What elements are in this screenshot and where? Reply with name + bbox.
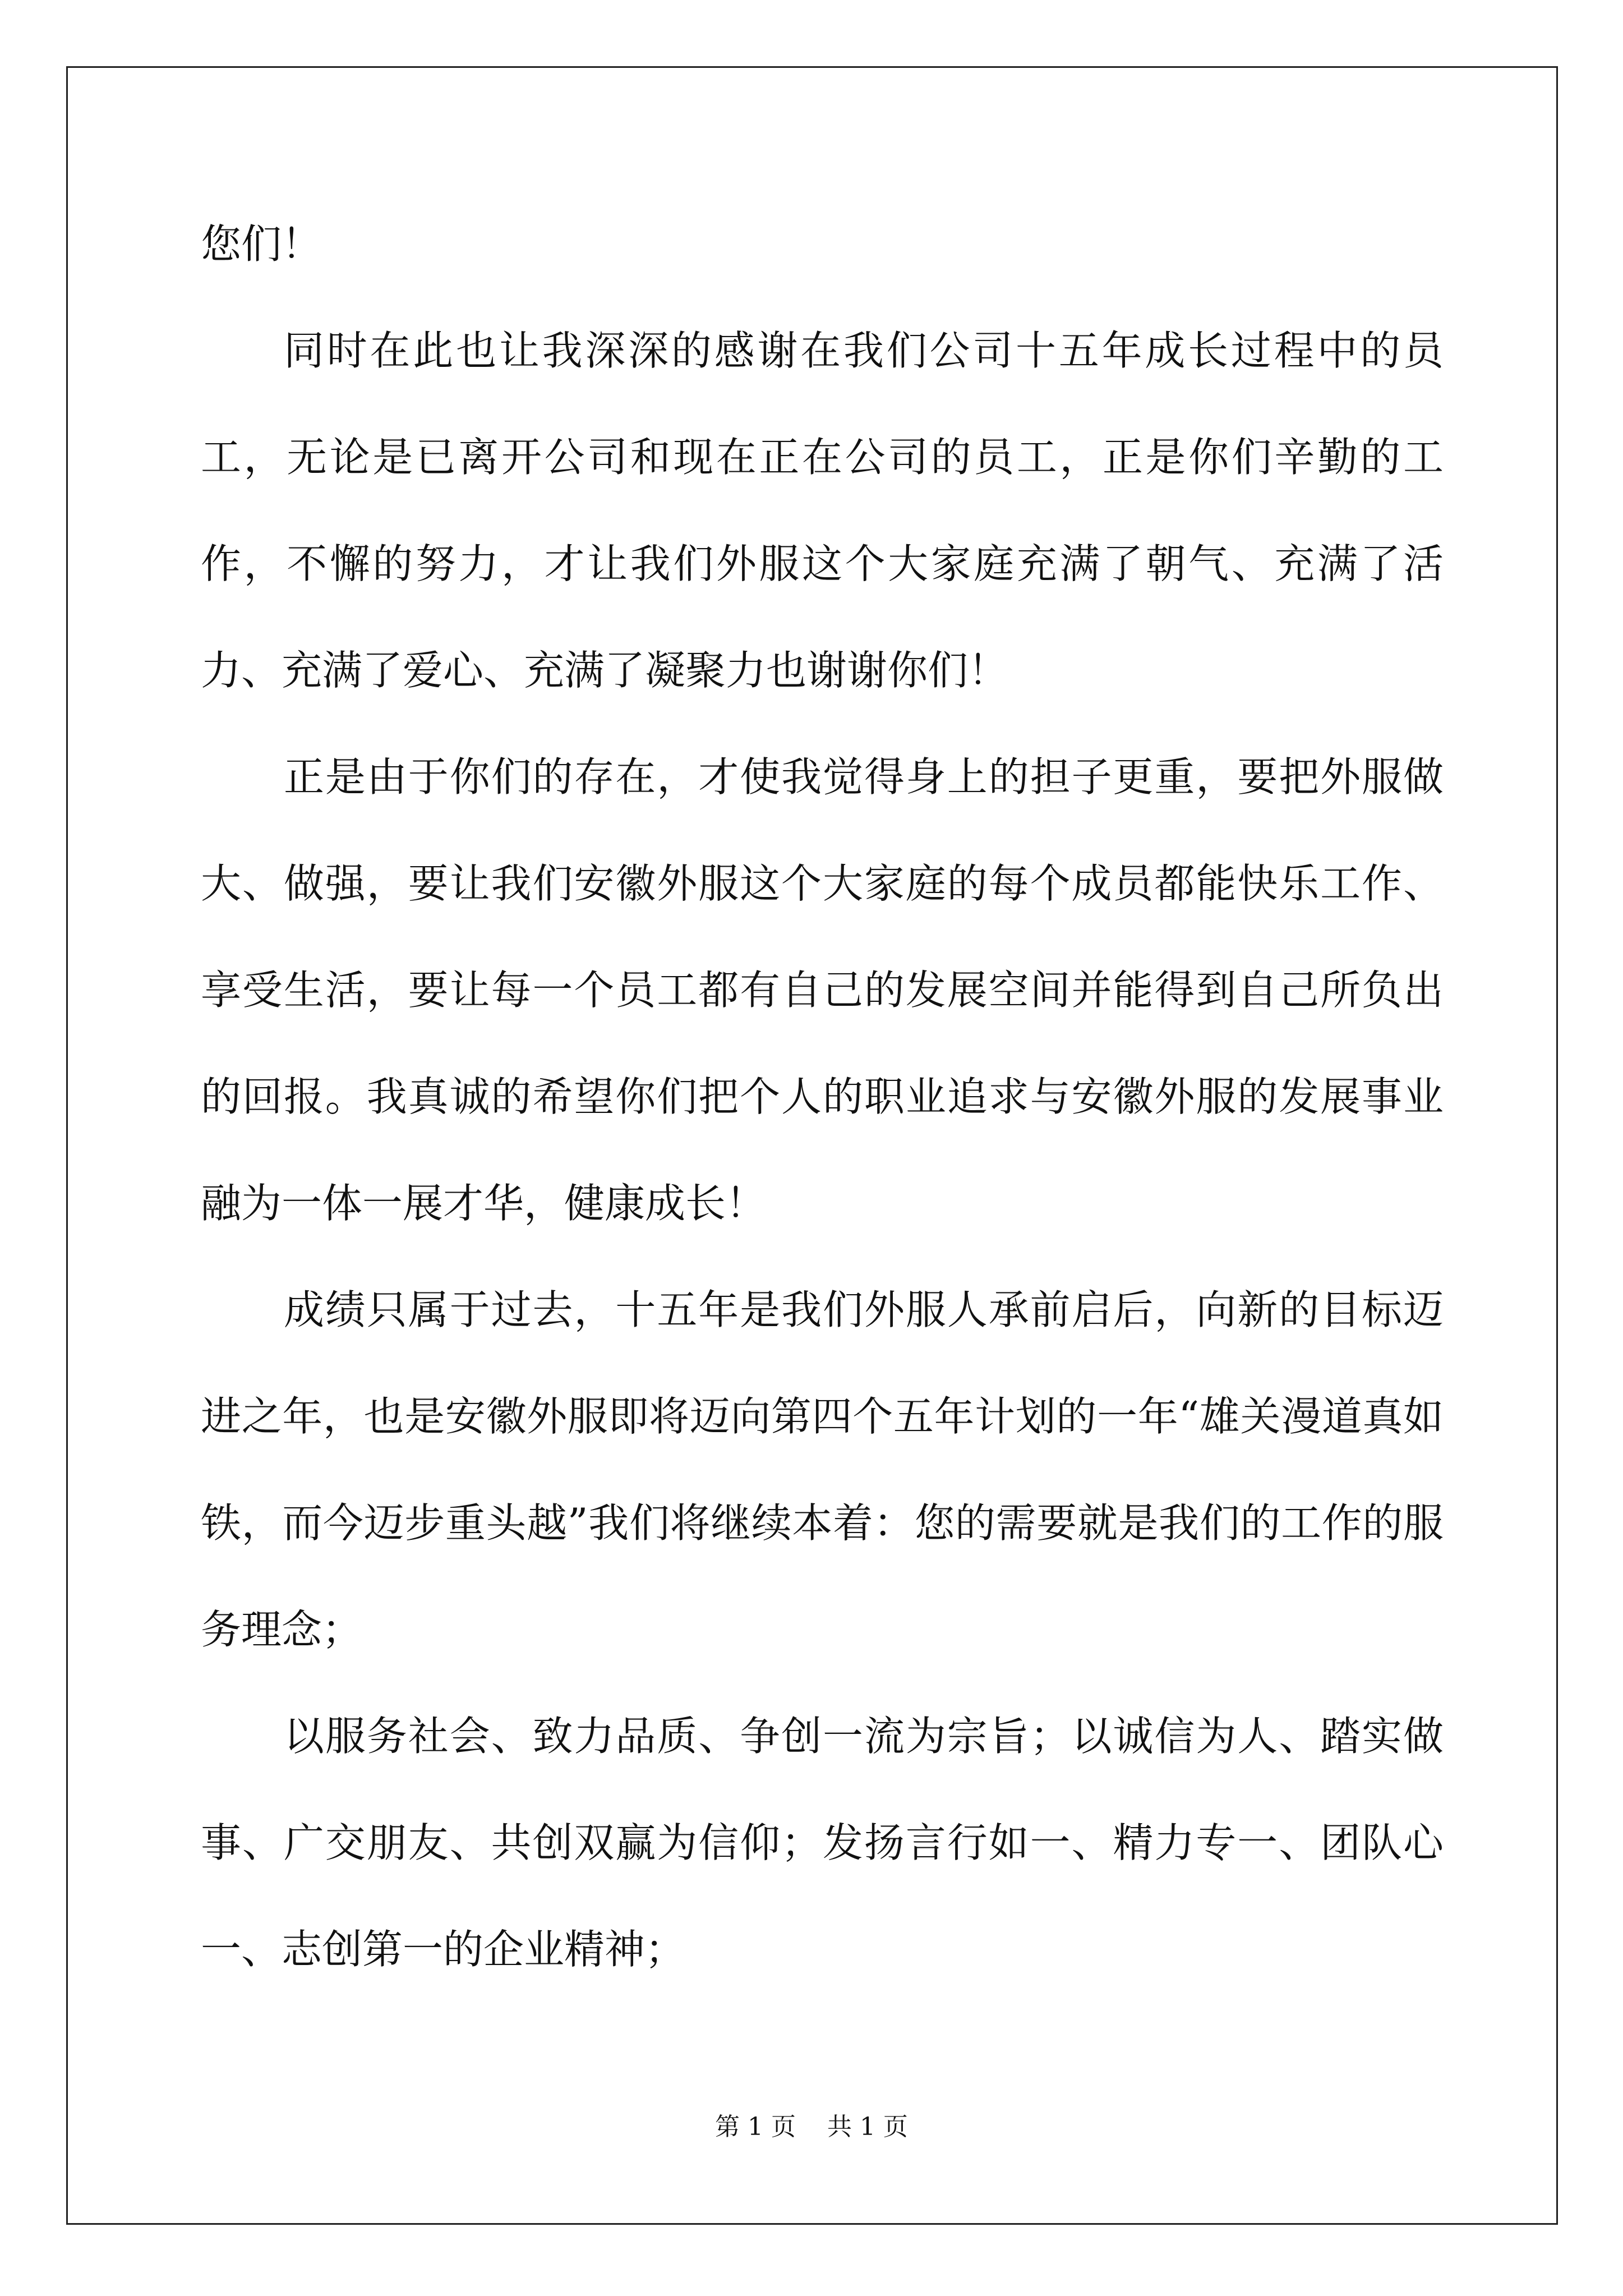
paragraph: 成绩只属于过去，十五年是我们外服人承前启后，向新的目标迈进之年，也是安徽外服即将迈向第四个五年计划的一年“雄关漫道真如铁，而今迈步重头越”我们将继续本着：您的需要就是我们的工作的服务理念； [201, 1286, 1444, 1653]
document-body [201, 191, 1444, 2003]
paragraph: 以服务社会、致力品质、争创一流为宗旨；以诚信为人、踏实做事、广交朋友、共创双赢为信仰；发扬言行如一、精力专一、团队心一、志创第一的企业精神； [201, 1713, 1444, 1973]
page-number-footer: 第 1 页 共 1 页 [715, 2113, 908, 2141]
paragraph: 同时在此也让我深深的感谢在我们公司十五年成长过程中的员工，无论是已离开公司和现在正在公司的员工，正是你们辛勤的工作，不懈的努力，才让我们外服这个大家庭充满了朝气、充满了活力、充满了爱心、充满了凝聚力也谢谢你们！ [201, 327, 1444, 694]
paragraph: 您们！ [201, 220, 322, 268]
paragraph: 正是由于你们的存在，才使我觉得身上的担子更重，要把外服做大、做强，要让我们安徽外服这个大家庭的每个成员都能快乐工作、享受生活，要让每一个员工都有自己的发展空间并能得到自己所负出的回报。我真诚的希望你们把个人的职业追求与安徽外服的发展事业融为一体一展才华，健康成长！ [201, 753, 1444, 1227]
